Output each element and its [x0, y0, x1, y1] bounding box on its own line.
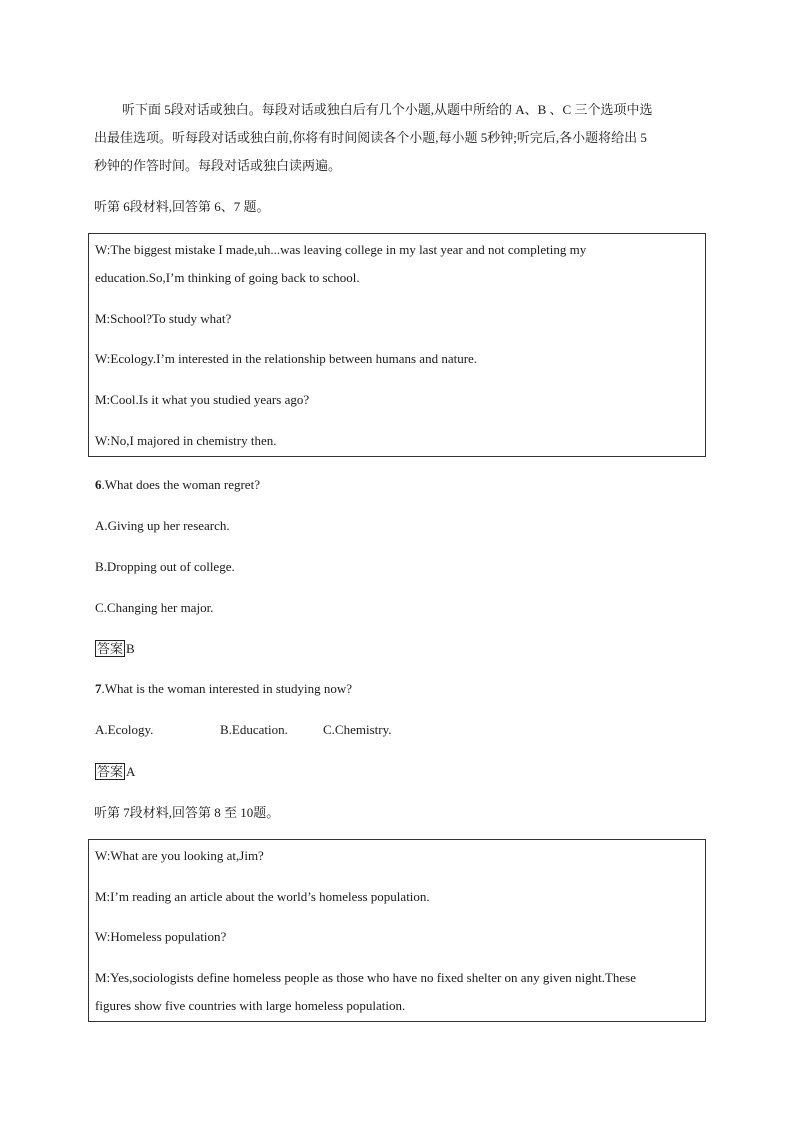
transcript-line: W:What are you looking at,Jim? — [95, 848, 264, 863]
option-b: B.Dropping out of college. — [95, 559, 235, 574]
transcript-box-section-6 — [88, 233, 706, 457]
option-a: A.Ecology. — [95, 722, 154, 737]
question-7 — [95, 681, 352, 697]
answer-6 — [95, 640, 135, 657]
transcript-line: M:Cool.Is it what you studied years ago? — [95, 392, 310, 407]
question-number: 7 — [95, 681, 102, 696]
intro-line-1: 听下面 5段对话或独白。每段对话或独白后有几个小题,从题中所给的 A、B 、C 三个选项中选 — [122, 102, 653, 117]
transcript-line: M:School?To study what? — [95, 311, 232, 326]
option-a: A.Giving up her research. — [95, 518, 230, 533]
answer-value: A — [126, 764, 136, 779]
intro-line-3: 秒钟的作答时间。每段对话或独白读两遍。 — [94, 158, 342, 173]
answer-label: 答案 — [97, 764, 124, 779]
option-c: C.Changing her major. — [95, 600, 214, 615]
option-b: B.Education. — [220, 722, 288, 737]
question-stem: .What is the woman interested in studying now? — [101, 681, 353, 696]
transcript-line: education.So,I’m thinking of going back to school. — [95, 270, 360, 285]
transcript-line: W:Homeless population? — [95, 929, 227, 944]
option-c: C.Chemistry. — [323, 722, 392, 737]
answer-label: 答案 — [97, 641, 124, 656]
transcript-line: M:Yes,sociologists define homeless people as those who have no fixed shelter on any given night.These — [95, 970, 636, 985]
question-stem: .What does the woman regret? — [101, 477, 260, 492]
transcript-line: W:The biggest mistake I made,uh...was leaving college in my last year and not completing my — [95, 242, 587, 257]
section-6-heading: 听第 6段材料,回答第 6、7 题。 — [94, 199, 270, 214]
transcript-line: W:Ecology.I’m interested in the relationship between humans and nature. — [95, 351, 478, 366]
transcript-line: M:I’m reading an article about the world’s homeless population. — [95, 889, 430, 904]
intro-line-2: 出最佳选项。听每段对话或独白前,你将有时间阅读各个小题,每小题 5秒钟;听完后,各小题将给出 5 — [94, 130, 647, 145]
section-7-heading: 听第 7段材料,回答第 8 至 10题。 — [94, 805, 280, 820]
transcript-line: figures show five countries with large homeless population. — [95, 998, 406, 1013]
question-6 — [95, 477, 260, 493]
transcript-line: W:No,I majored in chemistry then. — [95, 433, 277, 448]
question-number: 6 — [95, 477, 102, 492]
answer-value: B — [126, 641, 135, 656]
answer-7 — [95, 763, 135, 780]
